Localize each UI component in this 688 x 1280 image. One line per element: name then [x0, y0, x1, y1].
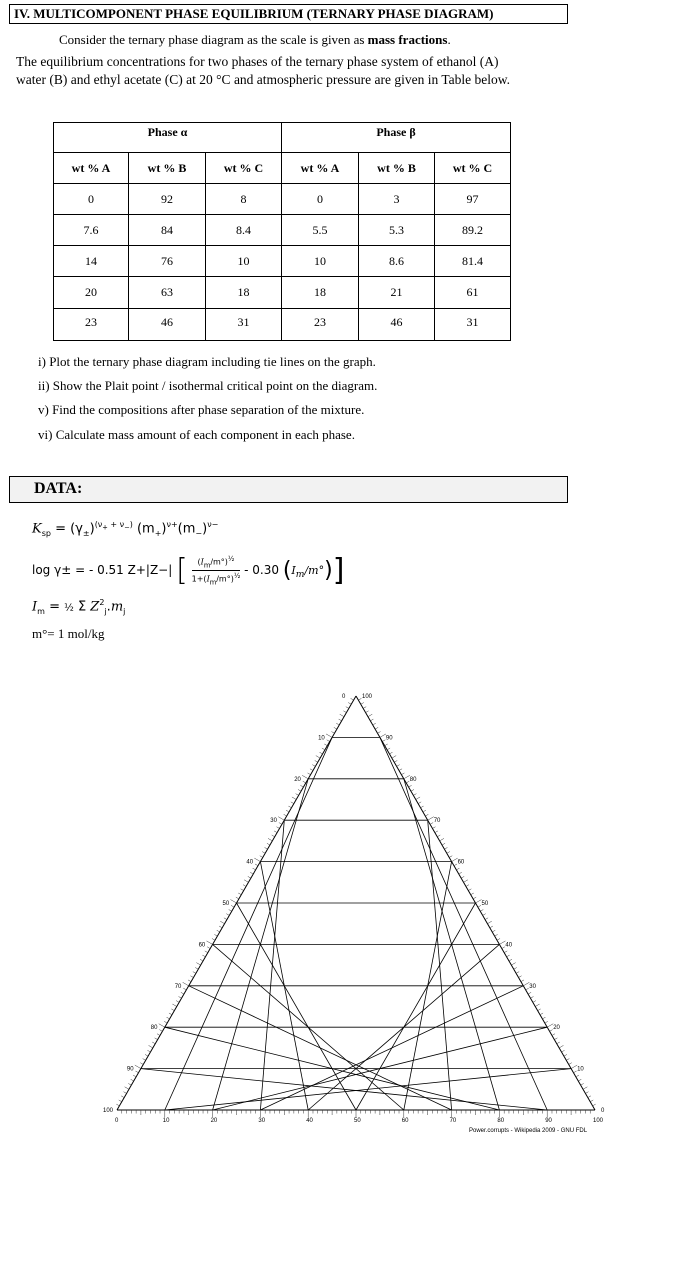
col-header: wt % B: [359, 153, 435, 184]
grid-line: [336, 723, 339, 725]
grid-line: [303, 781, 306, 783]
table-cell: 89.2: [435, 215, 511, 246]
left-axis-label: 20: [294, 776, 301, 783]
table-cell: 10: [282, 246, 359, 277]
grid-line: [334, 727, 337, 729]
table-cell: 8: [206, 184, 282, 215]
grid-line: [530, 996, 533, 998]
grid-line: [331, 732, 334, 734]
coefficient: - 0.30: [244, 563, 279, 577]
table-cell: 0: [282, 184, 359, 215]
table-cell: 97: [435, 184, 511, 215]
bottom-axis-label: 70: [449, 1118, 457, 1124]
right-axis-label: 40: [505, 942, 513, 949]
grid-line: [358, 698, 361, 700]
table-cell: 84: [129, 215, 206, 246]
grid-line: [152, 1042, 155, 1044]
grid-line: [248, 876, 251, 878]
grid-line: [550, 1030, 553, 1032]
left-axis-label: 80: [150, 1025, 158, 1032]
grid-line: [143, 1059, 146, 1061]
col-header: wt % C: [206, 153, 282, 184]
grid-line: [456, 868, 459, 870]
grid-line: [316, 756, 320, 758]
grid-line: [559, 1045, 563, 1047]
grid-line: [464, 880, 468, 882]
ternary-diagram: [85, 680, 605, 1126]
table-cell: 92: [129, 184, 206, 215]
grid-line: [382, 740, 385, 742]
grid-line: [590, 1100, 593, 1102]
bottom-axis-label: 100: [593, 1118, 604, 1124]
grid-line: [444, 847, 447, 849]
grid-line: [432, 827, 435, 829]
left-axis-label: 60: [198, 942, 206, 949]
grid-line: [315, 760, 318, 762]
grid-line: [411, 789, 414, 791]
grid-line: [425, 814, 428, 816]
grid-line: [370, 719, 373, 721]
left-axis-label: 30: [270, 818, 277, 825]
grid-line: [440, 838, 444, 840]
grid-line: [219, 926, 222, 928]
table-cell: 8.4: [206, 215, 282, 246]
grid-line: [310, 769, 313, 771]
grid-line: [516, 972, 519, 974]
grid-line: [535, 1004, 539, 1006]
left-axis-label: 70: [174, 983, 182, 990]
grid-line: [392, 756, 396, 758]
grid-line: [212, 939, 215, 941]
grid-line: [288, 806, 291, 808]
right-axis-label: 20: [553, 1025, 560, 1032]
grid-line: [326, 734, 332, 737]
grid-line: [576, 1075, 579, 1077]
grid-line: [260, 856, 263, 858]
grid-line: [135, 1071, 138, 1073]
grid-line: [394, 760, 397, 762]
grid-line: [554, 1038, 557, 1040]
grid-line: [121, 1096, 124, 1098]
grid-line: [397, 765, 400, 767]
grid-line: [181, 992, 184, 994]
grid-line: [545, 1021, 548, 1023]
grid-line: [217, 930, 220, 932]
grid-line: [202, 955, 205, 957]
table-cell: 21: [359, 277, 435, 309]
grid-line: [183, 988, 186, 990]
grid-line: [380, 737, 547, 1110]
table-cell: 10: [206, 246, 282, 277]
table-cell: 3: [359, 184, 435, 215]
left-axis-label: 100: [103, 1108, 114, 1114]
grid-line: [133, 1075, 136, 1077]
left-axis-label: 0: [342, 694, 346, 700]
bottom-axis-label: 30: [258, 1118, 266, 1124]
grid-line: [278, 817, 284, 820]
grid-line: [504, 951, 507, 953]
table-row: [54, 246, 511, 277]
table-row: [54, 215, 511, 246]
grid-line: [291, 802, 294, 804]
grid-line: [190, 976, 193, 978]
phase-beta-header: Phase β: [282, 123, 511, 153]
right-axis-label: 0: [601, 1108, 605, 1114]
question-2: ii) Show the Plait point / isothermal critical point on the diagram.: [38, 378, 378, 393]
grid-line: [135, 1065, 141, 1068]
grid-line: [466, 885, 469, 887]
grid-line: [253, 868, 256, 870]
ternary-ticks: [116, 698, 595, 1117]
right-axis-label: 90: [385, 735, 393, 742]
grid-line: [514, 967, 517, 969]
table-cell: 18: [206, 277, 282, 309]
grid-line: [521, 980, 524, 982]
table-cell: 18: [282, 277, 359, 309]
grid-line: [200, 959, 203, 961]
grid-line: [528, 992, 531, 994]
grid-line: [348, 703, 351, 705]
table-cell: 20: [54, 277, 129, 309]
grid-line: [267, 843, 270, 845]
grid-line: [557, 1042, 560, 1044]
grid-line: [495, 934, 498, 936]
grid-line: [509, 959, 512, 961]
grid-line: [387, 748, 390, 750]
grid-line: [416, 797, 420, 799]
grid-line: [585, 1092, 588, 1094]
phase-alpha-header: Phase α: [54, 123, 282, 153]
grid-line: [193, 972, 196, 974]
grid-line: [284, 814, 287, 816]
table-cell: 5.5: [282, 215, 359, 246]
grid-line: [237, 903, 357, 1110]
grid-line: [300, 785, 303, 787]
left-axis-label: 50: [222, 901, 230, 907]
grid-line: [224, 918, 227, 920]
table-row: [54, 277, 511, 309]
grid-line: [320, 752, 323, 754]
grid-line: [265, 847, 268, 849]
grid-line: [230, 900, 236, 903]
grid-line: [176, 1001, 179, 1003]
grid-line: [581, 1083, 584, 1085]
grid-line: [435, 831, 438, 833]
grid-line: [552, 1034, 555, 1036]
grid-line: [346, 707, 349, 709]
grid-line: [413, 794, 416, 796]
left-axis-label: 90: [126, 1066, 134, 1073]
grid-line: [241, 889, 244, 891]
bottom-axis-label: 40: [306, 1118, 313, 1124]
table-cell: 76: [129, 246, 206, 277]
grid-line: [385, 744, 388, 746]
grid-line: [538, 1009, 541, 1011]
grid-line: [361, 703, 364, 705]
grid-line: [562, 1050, 565, 1052]
grid-line: [351, 698, 354, 700]
right-axis-label: 30: [529, 983, 536, 990]
grid-line: [373, 723, 376, 725]
grid-line: [164, 1021, 167, 1023]
ionic-strength-equation: $I_m$ = ½ Σ $Z^2_j.m_j$: [32, 598, 126, 616]
intro-bold: mass fractions: [367, 32, 448, 47]
grid-line: [302, 775, 308, 778]
bottom-axis-label: 50: [354, 1118, 361, 1124]
table-cell: 8.6: [359, 246, 435, 277]
table-cell: 23: [54, 309, 129, 341]
grid-line: [255, 864, 258, 866]
phase-table: [53, 122, 511, 341]
grid-line: [449, 856, 452, 858]
grid-line: [155, 1038, 158, 1040]
grid-line: [340, 714, 344, 716]
grid-line: [272, 835, 275, 837]
intro-suffix: .: [447, 32, 451, 47]
grid-line: [220, 921, 224, 923]
grid-line: [178, 996, 181, 998]
grid-line: [511, 963, 515, 965]
grid-line: [125, 1087, 129, 1089]
grid-line: [423, 810, 426, 812]
grid-line: [542, 1017, 545, 1019]
table-cell: 63: [129, 277, 206, 309]
grid-line: [157, 1034, 160, 1036]
grid-line: [485, 918, 488, 920]
grid-line: [140, 1063, 143, 1065]
grid-line: [480, 910, 483, 912]
grid-line: [169, 1013, 172, 1015]
grid-line: [145, 1054, 148, 1056]
question-3: v) Find the compositions after phase separation of the mixture.: [38, 402, 365, 417]
grid-line: [566, 1059, 569, 1061]
grid-line: [471, 893, 474, 895]
grid-line: [236, 897, 239, 899]
grid-line: [363, 707, 366, 709]
grid-line: [268, 838, 272, 840]
table-cell: 31: [206, 309, 282, 341]
grid-line: [167, 1017, 170, 1019]
right-axis-label: 10: [577, 1066, 584, 1073]
grid-line: [564, 1054, 567, 1056]
grid-line: [478, 905, 481, 907]
grid-line: [238, 893, 241, 895]
grid-line: [124, 1092, 127, 1094]
grid-line: [507, 955, 510, 957]
grid-line: [437, 835, 440, 837]
table-row: [54, 309, 511, 341]
grid-line: [588, 1096, 591, 1098]
grid-line: [298, 789, 301, 791]
grid-line: [339, 719, 342, 721]
grid-line: [540, 1013, 543, 1015]
table-cell: 14: [54, 246, 129, 277]
grid-line: [526, 988, 529, 990]
grid-line: [442, 843, 445, 845]
bottom-axis-label: 0: [115, 1118, 119, 1124]
col-header: wt % A: [54, 153, 129, 184]
grid-line: [454, 864, 457, 866]
grid-line: [292, 797, 296, 799]
grid-line: [399, 769, 402, 771]
intro-line: [59, 32, 451, 48]
reference-molality: m°= 1 mol/kg: [32, 626, 105, 641]
grid-line: [366, 711, 369, 713]
ternary-grid: [117, 696, 595, 1110]
grid-line: [406, 781, 409, 783]
grid-line: [159, 1030, 162, 1032]
grid-line: [128, 1083, 131, 1085]
question-1: i) Plot the ternary phase diagram including tie lines on the graph.: [38, 354, 376, 369]
grid-line: [231, 905, 234, 907]
left-axis-label: 10: [318, 735, 325, 742]
table-cell: 0: [54, 184, 129, 215]
left-axis-label: 40: [246, 859, 254, 866]
grid-line: [286, 810, 289, 812]
grid-line: [447, 852, 450, 854]
table-cell: 81.4: [435, 246, 511, 277]
para-line-1: The equilibrium concentrations for two phases of the ternary phase system of ethanol (A): [16, 54, 499, 69]
ksp-equation: $K_{sp} = (\gamma_\pm)^{(\nu_+ + \nu_-)}$ $(m_+)^{\nu+}(m_-)^{\nu-}$: [32, 520, 219, 538]
intro-prefix: Consider the ternary phase diagram as the scale is given as: [59, 32, 368, 47]
col-header: wt % A: [282, 153, 359, 184]
grid-line: [189, 986, 452, 1110]
grid-line: [375, 727, 378, 729]
grid-line: [533, 1001, 536, 1003]
table-cell: 31: [435, 309, 511, 341]
grid-line: [274, 831, 277, 833]
grid-line: [324, 744, 327, 746]
grid-line: [214, 934, 217, 936]
grid-line: [483, 914, 486, 916]
grid-line: [243, 885, 246, 887]
grid-line: [172, 1004, 176, 1006]
grid-line: [573, 1071, 576, 1073]
grid-line: [459, 872, 462, 874]
grid-line: [147, 1050, 150, 1052]
grid-line: [418, 802, 421, 804]
right-axis-label: 80: [409, 776, 417, 783]
right-axis-label: 50: [481, 901, 489, 907]
column-header-row: [54, 153, 511, 184]
grid-line: [254, 858, 260, 861]
debye-huckel-equation: log γ± = - 0.51 Z+|Z−| [ $\frac{(I_m/m^\circ)^{\frac{1}{2}}}{1+(I_m/m^\circ)^{\frac{1}{2}}}$ - 0.30 $(I_m/m^\circ)$]: [32, 553, 345, 588]
grid-line: [279, 823, 282, 825]
grid-line: [188, 980, 191, 982]
grid-line: [430, 823, 433, 825]
grid-line: [490, 926, 493, 928]
grid-line: [578, 1079, 581, 1081]
grid-line: [183, 982, 189, 985]
grid-line: [131, 1079, 134, 1081]
table-cell: 5.3: [359, 215, 435, 246]
grid-line: [308, 773, 311, 775]
grid-line: [502, 947, 505, 949]
table-cell: 7.6: [54, 215, 129, 246]
grid-line: [159, 1024, 165, 1027]
grid-line: [229, 910, 232, 912]
bottom-axis-label: 60: [401, 1118, 409, 1124]
grid-line: [468, 889, 471, 891]
bottom-axis-label: 20: [210, 1118, 218, 1124]
question-4: vi) Calculate mass amount of each component in each phase.: [38, 427, 355, 442]
section-title: IV. MULTICOMPONENT PHASE EQUILIBRIUM (TERNARY PHASE DIAGRAM): [9, 4, 568, 24]
bottom-axis-label: 90: [545, 1118, 552, 1124]
grid-line: [519, 976, 522, 978]
grid-line: [569, 1063, 572, 1065]
grid-line: [487, 921, 491, 923]
grid-line: [226, 914, 229, 916]
grid-line: [368, 714, 372, 716]
grid-line: [296, 794, 299, 796]
grid-line: [473, 897, 476, 899]
table-cell: 46: [359, 309, 435, 341]
bottom-axis-label: 80: [497, 1118, 505, 1124]
bottom-axis-label: 10: [162, 1118, 170, 1124]
grid-line: [583, 1087, 587, 1089]
grid-line: [593, 1104, 596, 1106]
grid-line: [276, 827, 279, 829]
grid-line: [205, 951, 208, 953]
table-cell: 23: [282, 309, 359, 341]
grid-line: [461, 876, 464, 878]
col-header: wt % B: [129, 153, 206, 184]
grid-line: [116, 1104, 119, 1106]
grid-line: [312, 765, 315, 767]
grid-line: [250, 872, 253, 874]
grid-line: [497, 939, 500, 941]
grid-line: [327, 740, 330, 742]
grid-line: [322, 748, 325, 750]
grid-line: [492, 930, 495, 932]
data-section-title: DATA:: [9, 476, 568, 503]
grid-line: [171, 1009, 174, 1011]
grid-line: [195, 967, 198, 969]
grid-line: [409, 785, 412, 787]
log-gamma-lhs: log γ± = - 0.51 Z+|Z−|: [32, 563, 173, 577]
grid-line: [389, 752, 392, 754]
grid-line: [141, 1069, 547, 1110]
grid-line: [119, 1100, 122, 1102]
table-cell: 46: [129, 309, 206, 341]
grid-line: [207, 947, 210, 949]
grid-line: [196, 963, 200, 965]
image-credit: Power.corrupts - Wikipedia 2009 - GNU FDL: [469, 1128, 588, 1134]
right-axis-label: 70: [433, 818, 441, 825]
grid-line: [343, 711, 346, 713]
grid-line: [378, 732, 381, 734]
grid-line: [149, 1045, 153, 1047]
table-cell: 61: [435, 277, 511, 309]
table-row: [54, 184, 511, 215]
grid-line: [207, 941, 213, 944]
para-line-2: water (B) and ethyl acetate (C) at 20 °C and atmospheric pressure are given in Table below.: [16, 72, 511, 87]
grid-line: [401, 773, 404, 775]
grid-line: [421, 806, 424, 808]
col-header: wt % C: [435, 153, 511, 184]
right-axis-label: 100: [362, 694, 373, 700]
grid-line: [244, 880, 248, 882]
grid-line: [262, 852, 265, 854]
right-axis-label: 60: [457, 859, 465, 866]
ternary-labels: [103, 694, 605, 1124]
